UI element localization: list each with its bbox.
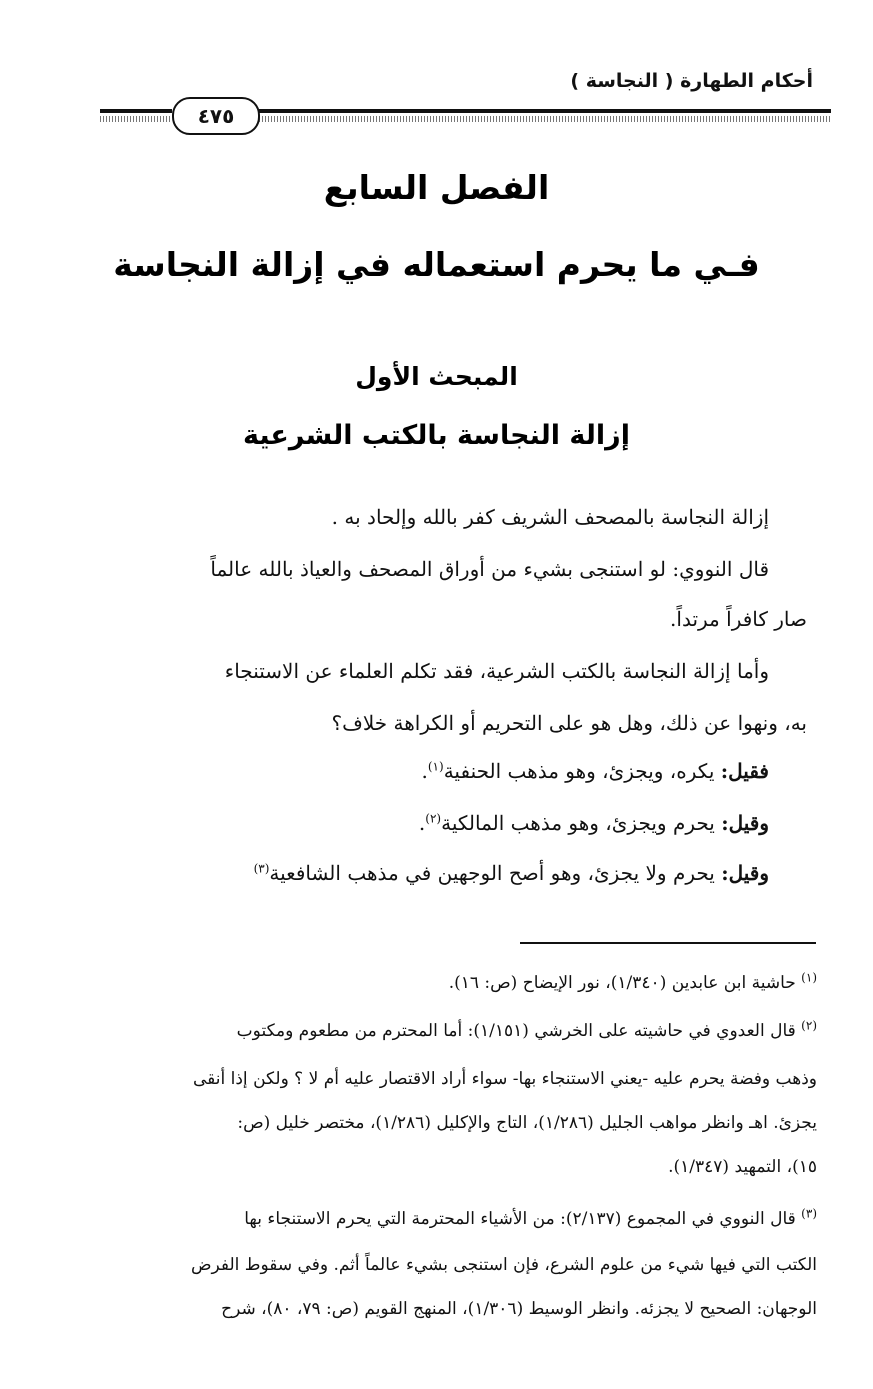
opinion-1-text: يكره، ويجزئ، وهو مذهب الحنفية	[443, 759, 715, 783]
footnote-3-mark: (٣)	[801, 1206, 817, 1221]
page-number: ٤٧٥	[172, 97, 260, 135]
paragraph-3-line-2: به، ونهوا عن ذلك، وهل هو على التحريم أو الكراهة خلاف؟	[331, 711, 807, 735]
footnote-3-line-1	[57, 1208, 817, 1230]
opinion-1: فقيل: يكره، ويجزئ، وهو مذهب الحنفية$^{(١)}$.	[421, 759, 769, 783]
opinion-1-lead: فقيل:	[720, 759, 769, 783]
footnote-1-text: حاشية ابن عابدين (١/٣٤٠)، نور الإيضاح (ص: ١٦).	[448, 973, 796, 993]
chapter-label: الفصل السابع	[323, 168, 550, 207]
paragraph-3-line-1: وأما إزالة النجاسة بالكتب الشرعية، فقد تكلم العلماء عن الاستنجاء	[224, 659, 769, 683]
footnote-ref-1: (١)	[427, 759, 444, 774]
footnote-2-line-3: يجزئ. اهـ وانظر مواهب الجليل (١/٢٨٦)، التاج والإكليل (١/٢٨٦)، مختصر خليل (ص:	[237, 1113, 817, 1133]
header-hatch-right	[256, 116, 831, 122]
footnote-2-text-1: قال العدوي في حاشيته على الخرشي (١/١٥١): أما المحترم من مطعوم ومكتوب	[236, 1021, 796, 1041]
paragraph-1: إزالة النجاسة بالمصحف الشريف كفر بالله وإلحاد به .	[331, 505, 769, 529]
footnote-separator	[520, 942, 816, 944]
footnote-3-line-3: الوجهان: الصحيح لا يجزئه. وانظر الوسيط (١/٣٠٦)، المنهج القويم (ص: ٧٩، ٨٠)، شرح	[221, 1299, 817, 1319]
paragraph-2-line-1: قال النووي: لو استنجى بشيء من أوراق المصحف والعياذ بالله عالماً	[210, 557, 769, 581]
header-rule-right	[256, 109, 831, 113]
footnote-ref-2: (٢)	[425, 811, 442, 826]
opinion-2-text: يحرم ويجزئ، وهو مذهب المالكية	[441, 811, 715, 835]
header-rule-left	[100, 109, 172, 113]
opinion-2-lead: وقيل:	[721, 811, 769, 835]
opinion-2: وقيل: يحرم ويجزئ، وهو مذهب المالكية$^{(٢)}$.	[418, 811, 769, 835]
footnote-2-line-1	[57, 1020, 817, 1042]
chapter-title: فـي ما يحرم استعماله في إزالة النجاسة	[113, 245, 760, 284]
paragraph-2-line-2: صار كافراً مرتداً.	[670, 607, 807, 631]
footnote-1	[57, 972, 817, 994]
footnote-2-line-4: ١٥)، التمهيد (١/٣٤٧).	[668, 1157, 817, 1177]
footnote-3-line-2: الكتب التي فيها شيء من علوم الشرع، فإن استنجى بشيء عالماً أثم. وفي سقوط الفرض	[190, 1255, 817, 1275]
opinion-3-text: يحرم ولا يجزئ، وهو أصح الوجهين في مذهب الشافعية	[269, 861, 715, 885]
footnote-1-mark: (١)	[801, 970, 817, 985]
footnote-ref-3: (٣)	[253, 861, 270, 876]
footnote-3-text-1: قال النووي في المجموع (٢/١٣٧): من الأشياء المحترمة التي يحرم الاستنجاء بها	[244, 1209, 796, 1229]
footnote-2-mark: (٢)	[801, 1018, 817, 1033]
running-title: أحكام الطهارة ( النجاسة )	[570, 70, 813, 92]
opinion-3	[14, 860, 769, 886]
header-hatch-left	[100, 116, 172, 122]
section-title: إزالة النجاسة بالكتب الشرعية	[243, 420, 630, 451]
footnote-2-line-2: وذهب وفضة يحرم عليه -يعني الاستنجاء بها- سواء أراد الاقتصار عليه أم لا ؟ ولكن إذا أنقى	[193, 1069, 817, 1089]
opinion-3-lead: وقيل:	[721, 861, 769, 885]
section-label: المبحث الأول	[355, 362, 518, 391]
